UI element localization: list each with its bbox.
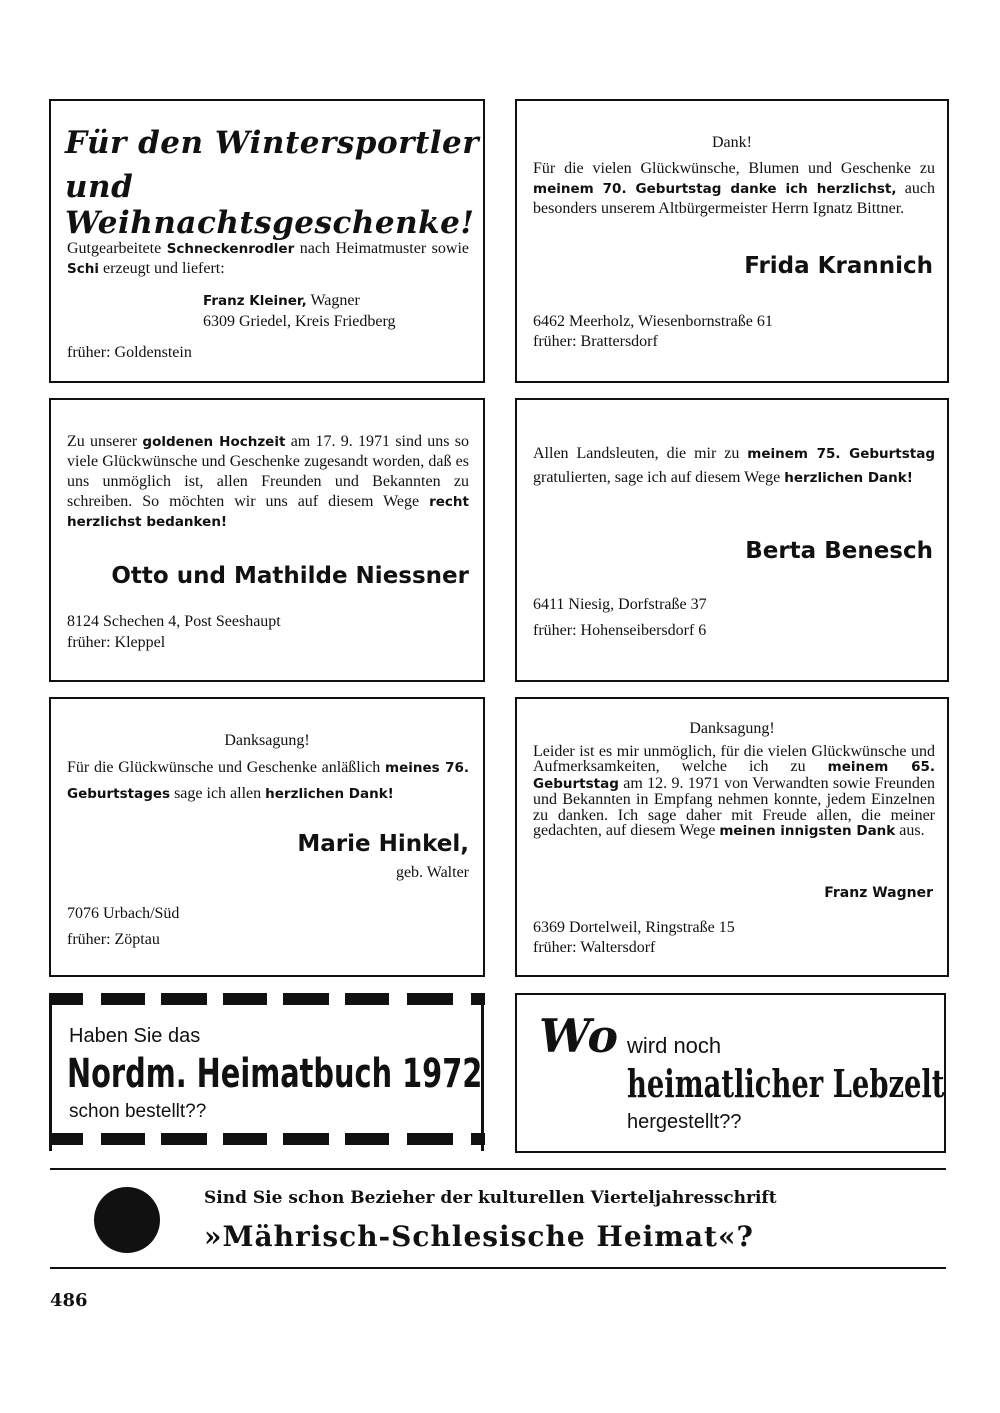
bottom-line2: »Mährisch-Schlesische Heimat«? (204, 1220, 754, 1253)
ad7-dash (49, 993, 83, 1005)
ad2-text: Für die vielen Glückwünsche, Blumen und Geschenke zu meinem 70. Geburtstag danke ich herzlichst, auch besonders unserem Altbürgermeister Herrn Ignatz Bittner. (533, 160, 935, 217)
ad1-name: Franz Kleiner, Wagner (203, 292, 360, 309)
ad1-address: 6309 Griedel, Kreis Friedberg (203, 313, 396, 330)
ad1-headline-1: Für den Wintersportler (65, 125, 480, 161)
ad7-dash (283, 1133, 329, 1145)
ad4-name: Berta Benesch (745, 538, 933, 564)
ad7-dash (49, 1133, 83, 1145)
ad4-text: Allen Landsleuten, die mir zu meinem 75. Geburtstag gratulierten, sage ich auf diesem Wege herzlichen Dank! (533, 445, 936, 486)
bullet-circle (94, 1187, 160, 1253)
ad8-big: Wo (539, 1009, 619, 1063)
ad7-dash (101, 1133, 145, 1145)
bottom-line1: Sind Sie schon Bezieher der kulturellen Vierteljahresschrift (204, 1188, 777, 1208)
ad5-text: Für die Glückwünsche und Geschenke anläßlich meines 76. Geburtstages sage ich allen herzlichen Dank! (67, 759, 469, 802)
ad3-name: Otto und Mathilde Niessner (111, 563, 469, 589)
ad-benesch (515, 398, 949, 682)
ad-lebzelt (515, 993, 946, 1153)
ad7-dash (223, 1133, 267, 1145)
ad8-line3: hergestellt?? (627, 1111, 742, 1133)
ad-dank-krannich (515, 99, 949, 383)
ad-wintersport (49, 99, 485, 383)
ad-wagner (515, 697, 949, 977)
ad-heimatbuch (49, 993, 485, 1153)
ad7-dash (471, 1133, 485, 1145)
ad6-address: 6369 Dortelweil, Ringstraße 15 (533, 919, 735, 936)
ad3-address: 8124 Schechen 4, Post Seeshaupt (67, 613, 281, 630)
ad-goldene-hochzeit (49, 398, 485, 682)
ad5-title: Danksagung! (224, 732, 310, 749)
ad7-dash (345, 993, 389, 1005)
ad7-border-left (49, 993, 52, 1151)
ad3-former: früher: Kleppel (67, 634, 166, 651)
ad7-dash (407, 993, 453, 1005)
page-number: 486 (50, 1290, 88, 1311)
ad6-former: früher: Waltersdorf (533, 939, 656, 956)
ad6-title: Danksagung! (689, 720, 775, 737)
ad8-title: heimatlicher Lebzelt (627, 1061, 945, 1106)
ad7-dash (283, 993, 329, 1005)
ad1-headline-2: und Weihnachtsgeschenke! (65, 169, 475, 241)
ad7-dash (101, 993, 145, 1005)
ad-hinkel (49, 697, 485, 977)
ad6-text: Leider ist es mir unmöglich, für die vielen Glückwünsche und Aufmerksamkeiten, welche ich zu meinem 65. Geburtstag am 12. 9. 1971 von Verwandten sowie Freunden und Bekannten in Empfang nehmen konnte, jedem Einzelnen zu danken. Ich sage daher mit Freude allen, die meiner gedachten, auf diesem Wege meinen innigsten Dank aus. (533, 743, 935, 840)
ad2-name: Frida Krannich (744, 253, 933, 279)
ad7-dash (223, 993, 267, 1005)
ad4-address: 6411 Niesig, Dorfstraße 37 (533, 596, 707, 613)
divider-bottom (50, 1267, 946, 1269)
ad7-dash (161, 1133, 207, 1145)
ad6-name: Franz Wagner (824, 885, 933, 901)
ad7-title: Nordm. Heimatbuch 1972 (67, 1051, 483, 1097)
ad7-dash (345, 1133, 389, 1145)
divider-top (50, 1168, 946, 1170)
ad7-line3: schon bestellt?? (69, 1101, 207, 1122)
ad7-dash (471, 993, 485, 1005)
ad5-address: 7076 Urbach/Süd (67, 905, 180, 922)
ad5-maiden: geb. Walter (395, 864, 469, 881)
ad2-title: Dank! (712, 134, 752, 151)
ad8-line1: wird noch (627, 1033, 722, 1058)
ad7-dash (161, 993, 207, 1005)
ad3-text: Zu unserer goldenen Hochzeit am 17. 9. 1971 sind uns so viele Glückwünsche und Geschenke zugesandt worden, daß es uns unmöglich ist, allen Freunden und Bekannten zu schreiben. So möchten wir uns auf diesem Wege recht herzlichst bedanken! (67, 433, 469, 530)
ad1-text: Gutgearbeitete Schneckenrodler nach Heimatmuster sowie Schi erzeugt und liefert: (67, 240, 469, 277)
ad4-former: früher: Hohenseibersdorf 6 (533, 622, 707, 639)
ad7-dash (407, 1133, 453, 1145)
ad5-former: früher: Zöptau (67, 931, 160, 948)
ad7-line1: Haben Sie das (69, 1025, 201, 1047)
ad2-former: früher: Brattersdorf (533, 333, 658, 350)
ad5-name: Marie Hinkel, (297, 831, 469, 857)
ad2-address: 6462 Meerholz, Wiesenbornstraße 61 (533, 313, 773, 330)
ad1-former: früher: Goldenstein (67, 344, 192, 361)
